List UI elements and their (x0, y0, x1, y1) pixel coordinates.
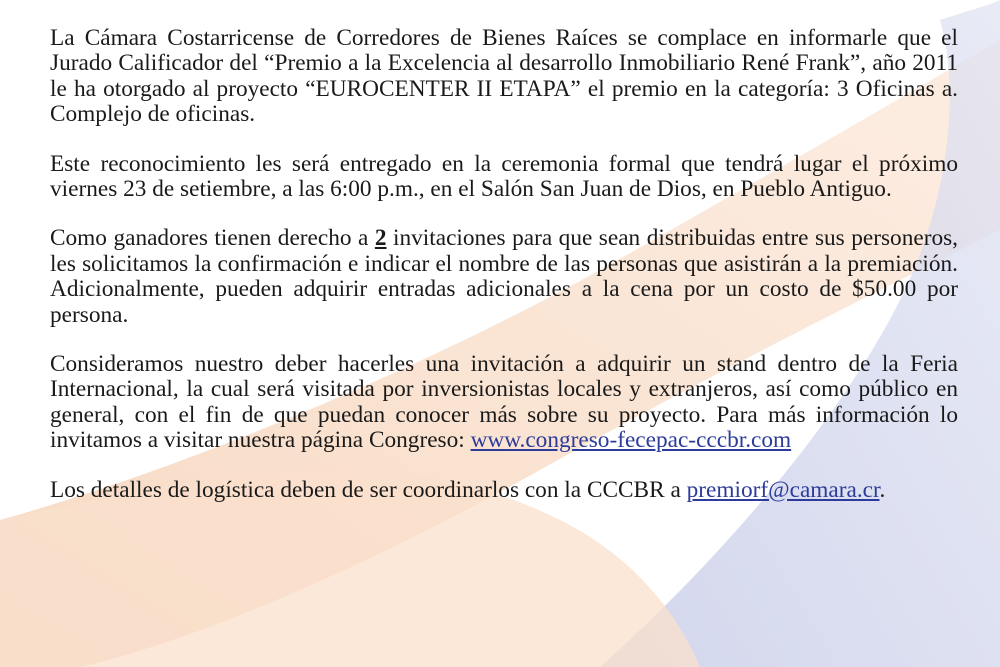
invitations-count: 2 (374, 225, 387, 252)
congreso-link[interactable]: www.congreso-fecepac-cccbr.com (470, 427, 792, 454)
email-link[interactable]: premiorf@camara.cr (686, 476, 880, 503)
paragraph-award: La Cámara Costarricense de Corredores de Bienes Raíces se complace en informarle que el Jurado Calificador del “Premio a la Excelencia al desarrollo Inmobiliario René Frank”, año 2011 le ha otorgado al proyecto “EUROCENTER II ETAPA” el premio en la categoría: 3 Oficinas a. Complejo de oficinas. (50, 25, 958, 128)
paragraph-stand (50, 352, 958, 454)
letter-body (50, 26, 958, 527)
logistics-text: Los detalles de logística deben de ser coordinarlos con la CCCBR a (50, 476, 687, 503)
invitations-text-before: Como ganadores tienen derecho a (50, 225, 375, 252)
paragraph-logistics (50, 478, 958, 503)
logistics-end: . (879, 476, 886, 503)
invitations-text-after: invitaciones para que sean distribuidas entre sus personeros, les solicitamos la confirmación e indicar el nombre de las personas que asistirán a la premiación. Adicionalmente, pueden adquirir entradas adicionales a la cena por un costo de $50.00 por persona. (50, 225, 958, 328)
paragraph-invitations (50, 226, 958, 328)
stand-text: Consideramos nuestro deber hacerles una invitación a adquirir un stand dentro de la Feria Internacional, la cual será visitada por inversionistas locales y extranjeros, así como público en general, con el fin de que puedan conocer más sobre su proyecto. Para más información lo invitamos a visitar nuestra página Congreso: (50, 351, 958, 454)
paragraph-ceremony: Este reconocimiento les será entregado en la ceremonia formal que tendrá lugar el próximo viernes 23 de setiembre, a las 6:00 p.m., en el Salón San Juan de Dios, en Pueblo Antiguo. (50, 150, 958, 203)
